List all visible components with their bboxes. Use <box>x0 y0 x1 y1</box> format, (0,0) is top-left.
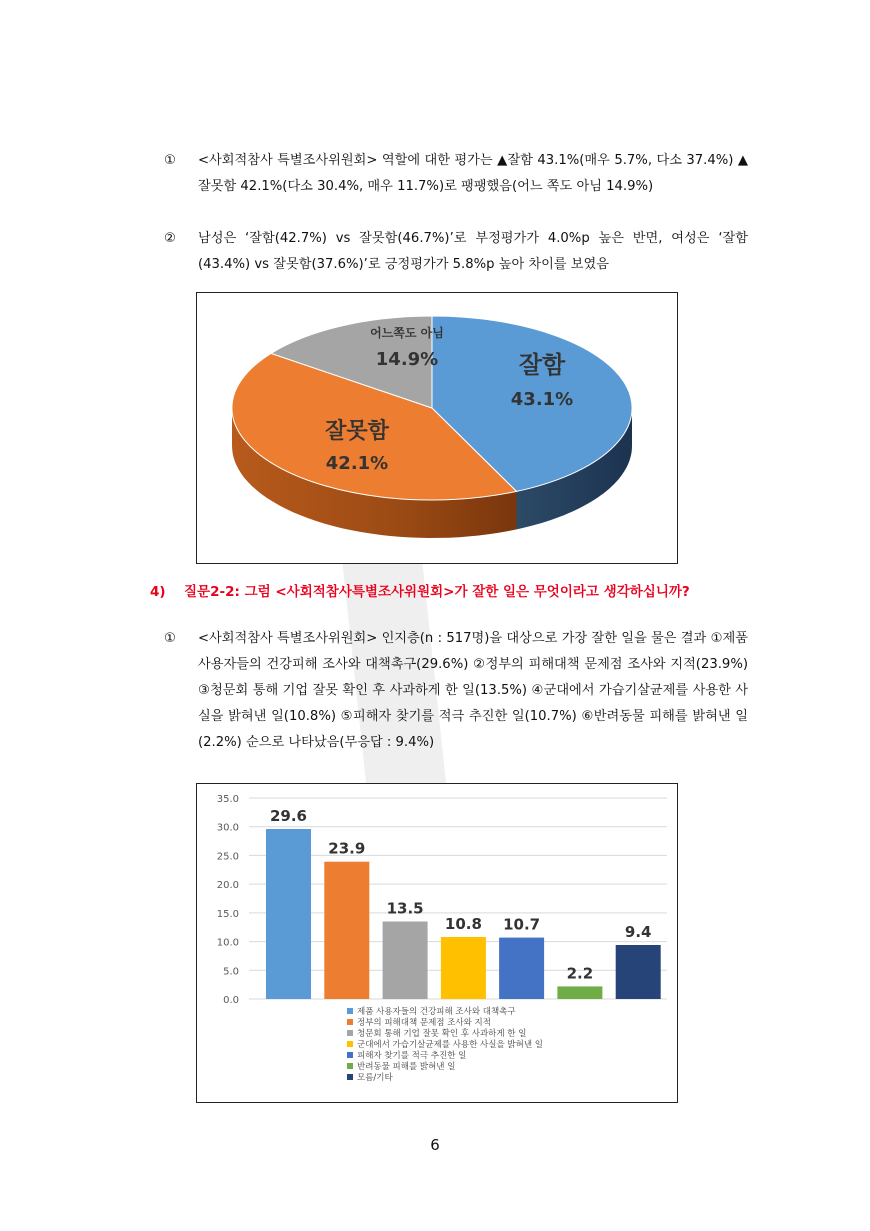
bar-1 <box>324 862 369 999</box>
bar-chart-frame <box>196 783 678 1103</box>
legend-swatch-6 <box>347 1074 353 1080</box>
y-tick-label: 30.0 <box>216 822 239 834</box>
y-tick-label: 15.0 <box>216 908 239 920</box>
bar-value-label-5: 2.2 <box>566 964 594 983</box>
bar-5 <box>557 986 602 999</box>
page-number: 6 <box>430 1136 440 1154</box>
bar-value-label-3: 10.8 <box>444 915 482 933</box>
bar-value-label-0: 29.6 <box>269 807 308 825</box>
item-number: ① <box>164 153 176 168</box>
pie-value-label-0: 43.1% <box>510 389 574 410</box>
pie-label-0: 잘함 <box>518 351 566 379</box>
y-tick-label: 25.0 <box>216 851 239 863</box>
pie-label-2: 어느쪽도 아님 <box>370 326 444 340</box>
legend-entry-5: 반려동물 피해를 밝혀낸 일 <box>357 1062 456 1072</box>
bar-chart <box>197 784 677 1102</box>
pie-chart <box>197 293 677 563</box>
bar-value-label-2: 13.5 <box>386 899 424 918</box>
pie-value-label-1: 42.1% <box>325 453 389 474</box>
legend-swatch-3 <box>347 1041 353 1047</box>
legend-entry-6: 모름/기타 <box>357 1073 393 1083</box>
paragraph-2 <box>164 226 748 278</box>
y-tick-label: 5.0 <box>223 966 239 978</box>
question-number: 4) <box>150 584 166 600</box>
legend-entry-3: 군대에서 가습기살균제를 사용한 사실을 밝혀낸 일 <box>357 1040 543 1050</box>
pie-value-label-2: 14.9% <box>375 349 439 370</box>
bar-3 <box>441 937 486 999</box>
paragraph-1 <box>164 148 748 200</box>
paragraph-text: <사회적참사 특별조사위원회> 역할에 대한 평가는 ▲잘함 43.1%(매우 5.7%, 다소 37.4%) ▲잘못함 42.1%(다소 30.4%, 매우 11.7%)로 팽팽했음(어느 쪽도 아님 14.9%) <box>198 153 748 194</box>
y-tick-label: 0.0 <box>223 995 239 1006</box>
question-heading <box>150 580 690 600</box>
item-number: ① <box>164 631 176 646</box>
bar-2 <box>383 922 428 1000</box>
legend-swatch-1 <box>347 1019 353 1025</box>
bar-value-label-4: 10.7 <box>503 915 541 934</box>
item-number: ② <box>164 231 176 246</box>
paragraph-text: <사회적참사 특별조사위원회> 인지층(n : 517명)을 대상으로 가장 잘한 일을 물은 결과 ①제품 사용자들의 건강피해 조사와 대책촉구(29.6%) ②정부의 피해대책 문제점 조사와 지적(23.9%) ③청문회 통해 기업 잘못 확인 후 사과하게 한 일(13.5%) ④군대에서 가습기살균제를 사용한 사실을 밝혀낸 일(10.8%) ⑤피해자 찾기를 적극 추진한 일(10.7%) ⑥반려동물 피해를 밝혀낸 일(2.2%) 순으로 나타났음(무응답 : 9.4%) <box>198 631 748 750</box>
pie-label-1: 잘못함 <box>325 419 389 444</box>
legend-entry-0: 제품 사용자들의 건강피해 조사와 대책촉구 <box>357 1007 516 1017</box>
paragraph-3 <box>164 626 748 756</box>
bar-0 <box>266 829 311 999</box>
legend-entry-4: 피해자 찾기를 적극 추진한 일 <box>357 1051 467 1061</box>
bar-value-label-1: 23.9 <box>328 839 366 858</box>
legend-entry-2: 청문회 통해 기업 잘못 확인 후 사과하게 한 일 <box>357 1029 527 1039</box>
pie-chart-frame <box>196 292 678 564</box>
y-tick-label: 35.0 <box>216 794 239 805</box>
legend-entry-1: 정부의 피해대책 문제점 조사와 지적 <box>357 1018 491 1028</box>
legend-swatch-2 <box>347 1030 353 1036</box>
bar-6 <box>616 945 661 999</box>
bar-4 <box>499 938 544 999</box>
paragraph-text: 남성은 ‘잘함(42.7%) vs 잘못함(46.7%)’로 부정평가가 4.0%p 높은 반면, 여성은 ‘잘함(43.4%) vs 잘못함(37.6%)’로 긍정평가가 5.8%p 높아 차이를 보였음 <box>198 231 748 272</box>
bar-value-label-6: 9.4 <box>624 923 652 941</box>
legend-swatch-5 <box>347 1063 353 1069</box>
y-tick-label: 10.0 <box>216 937 239 949</box>
legend-swatch-0 <box>347 1008 353 1014</box>
question-text: 질문2-2: 그럼 <사회적참사특별조사위원회>가 잘한 일은 무엇이라고 생각하십니까? <box>184 584 690 600</box>
legend-swatch-4 <box>347 1052 353 1058</box>
y-tick-label: 20.0 <box>216 880 239 892</box>
